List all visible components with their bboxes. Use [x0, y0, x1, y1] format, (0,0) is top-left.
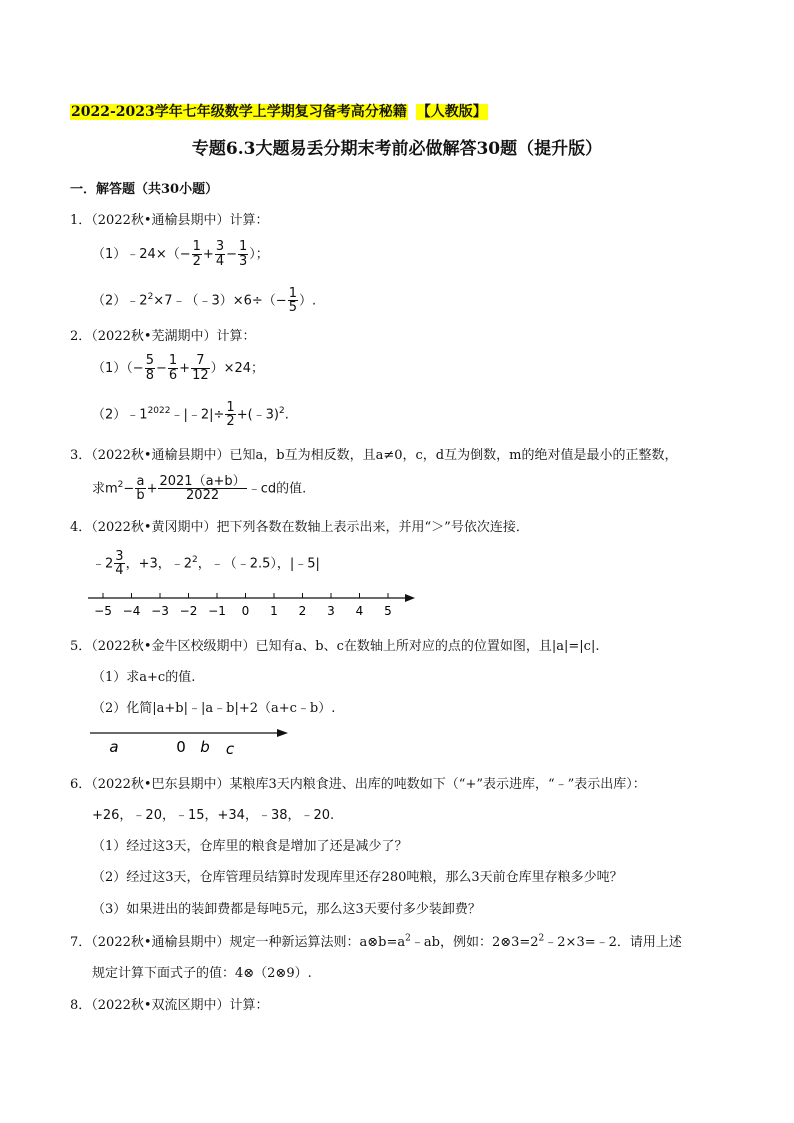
q4-tick-label: 2 — [298, 604, 307, 618]
q2-p2-b: ﹣|﹣2|÷ — [170, 407, 225, 423]
q2-frac1-den: 8 — [145, 368, 154, 383]
q1-p2-exp: 2 — [147, 292, 154, 302]
q4-tick-label: −1 — [208, 604, 226, 618]
q2-frac3-den: 12 — [192, 368, 209, 383]
q2-frac4-den: 2 — [226, 414, 235, 430]
q4-tick-label: −5 — [94, 604, 112, 618]
q1-frac4-num: 1 — [288, 285, 297, 301]
q4-nums-post: ，+3，﹣2 — [125, 556, 192, 572]
q1-frac1-num: 1 — [192, 239, 201, 255]
q1-p1-pre: ﹣24×（ — [126, 247, 180, 262]
q1-frac4-den: 5 — [288, 300, 297, 316]
q4-tick-label: −2 — [179, 604, 198, 618]
q3-frac2-num: 2021（a+b） — [159, 473, 246, 489]
series-banner — [70, 101, 488, 121]
q2-p1-post: ）×24； — [210, 361, 265, 376]
q7-line1-mid: ﹣ab，例如：2⊗3=2 — [410, 935, 539, 950]
q1-frac1 — [192, 240, 202, 268]
q1-frac2-num: 3 — [215, 239, 225, 255]
q1-frac1-den: 2 — [192, 254, 201, 269]
q1-frac2 — [215, 240, 225, 268]
q1-p2-label: （2） — [92, 293, 127, 309]
q6-data: +26，﹣20，﹣15，+34，﹣38，﹣20. — [92, 808, 335, 823]
q2-frac3 — [191, 354, 210, 382]
q4-tick-label: 1 — [270, 604, 278, 618]
q1-part1: （1）﹣24×（− $\frac{1}{2}$ + $\frac{3}{4}$ − $\frac{1}{3}$ ）； — [92, 239, 269, 269]
q2-frac3-num: 7 — [191, 354, 210, 369]
q5-number-line — [88, 722, 293, 758]
q1-frac4 — [288, 287, 298, 315]
q3-line2-exp: 2 — [117, 480, 124, 490]
q5-label-zero: 0 — [176, 738, 186, 756]
q7-line1-exp2: 2 — [538, 933, 545, 944]
q5-label-c: c — [225, 740, 235, 758]
q4-nums-exp: 2 — [192, 555, 198, 565]
edition-label: 【人教版】 — [416, 104, 487, 120]
q2-frac2-num: 1 — [168, 353, 178, 369]
q4-stem: 4．（2022秋•黄冈期中）把下列各数在数轴上表示出来，并用“＞”号依次连接． — [70, 520, 529, 535]
q6-part3: （3）如果进出的装卸费都是每吨5元，那么这3天要付多少装卸费？ — [92, 902, 481, 917]
q5-part1: （1）求a+c的值. — [92, 670, 196, 685]
q5-label-b: b — [200, 738, 210, 756]
q4-number-line — [85, 585, 420, 621]
q4-frac-num: 3 — [115, 548, 124, 564]
q5-axis-arrow — [277, 729, 288, 737]
q2-frac2-den: 6 — [168, 368, 178, 383]
q4-tick-label: −4 — [122, 604, 141, 618]
q1-frac3-num: 1 — [239, 239, 248, 255]
q4-nums-pre: ﹣2 — [92, 556, 114, 572]
q2-frac2 — [168, 354, 178, 382]
section-heading: 一．解答题（共30小题） — [70, 182, 219, 197]
q3-frac2-den: 2022 — [186, 488, 220, 504]
q6-part1: （1）经过这3天，仓库里的粮食是增加了还是减少了？ — [92, 839, 408, 854]
q4-tick-label: 5 — [384, 604, 392, 618]
q3-line2-pre: 求m — [92, 481, 118, 497]
q2-p2-exp2: 2 — [279, 406, 285, 416]
q4-frac-den: 4 — [115, 563, 124, 579]
q4-nums-tail: ，﹣（﹣2.5），|﹣5| — [197, 556, 320, 572]
q2-p1-label: （1） — [92, 361, 127, 376]
q1-p1-post: ）； — [249, 247, 269, 262]
q4-axis-arrow — [405, 594, 415, 602]
q1-stem: 1．（2022秋•通榆县期中）计算： — [70, 213, 269, 228]
q3-frac1-num: a — [136, 473, 145, 489]
q4-numbers — [92, 545, 320, 579]
q1-p1-label: （1） — [92, 247, 127, 262]
q1-p2-b: ×7﹣（﹣3）×6÷（ — [153, 293, 276, 309]
q1-frac3 — [238, 240, 248, 268]
q1-part2: $(2)﹣2^2\times 7﹣(﹣3)\times 6\div(-$ $\frac{1}{5}$ ）. — [92, 285, 317, 316]
q2-part1: （1）（− $\frac{5}{8}$ − $\frac{1}{6}$ + $\frac{7}{12}$ ）×24； — [92, 353, 265, 383]
q4-frac — [114, 550, 124, 578]
q4-tick-label: 4 — [355, 604, 364, 618]
q6-stem: 6．（2022秋•巴东县期中）某粮库3天内粮食进、出库的吨数如下（“+”表示进库，“﹣”表示出库）： — [70, 777, 646, 792]
q4-tick-label: 0 — [241, 604, 250, 618]
q2-p2-label: （2） — [92, 407, 127, 423]
q4-tick-label: −3 — [151, 604, 169, 618]
q1-p2-post: ）. — [298, 293, 317, 309]
q3-frac1 — [135, 475, 145, 503]
q2-frac1 — [145, 354, 155, 382]
q4-ticks — [94, 593, 392, 618]
q3-line1: 3．（2022秋•通榆县期中）已知a，b互为相反数，且a≠0，c，d互为倒数，m的绝对值是最小的正整数， — [70, 448, 678, 463]
q7-line1-post: ﹣2×3=﹣2．请用上述 — [544, 935, 682, 950]
q1-frac3-den: 3 — [239, 254, 248, 269]
q2-p2-post: . — [284, 407, 289, 423]
q7-line1 — [70, 931, 682, 950]
q7-line1-pre: 7．（2022秋•通榆县期中）规定一种新运算法则：a⊗b=a — [70, 935, 406, 950]
q5-label-a: a — [109, 738, 119, 756]
q1-p2-a: ﹣2 — [126, 293, 148, 309]
q2-stem: 2．（2022秋•芜湖期中）计算： — [70, 329, 256, 344]
q2-part2 — [92, 396, 289, 430]
q1-frac2-den: 4 — [215, 254, 225, 269]
page-title: 专题6.3大题易丢分期末考前必做解答30题（提升版） — [191, 139, 603, 159]
q8-stem: 8．（2022秋•双流区期中）计算： — [70, 998, 269, 1013]
q3-line2-post: ﹣cd的值. — [247, 481, 307, 497]
q7-line2: 规定计算下面式子的值：4⊗（2⊗9）. — [92, 966, 312, 981]
q2-frac4 — [225, 401, 235, 429]
q5-stem: 5．（2022秋•金牛区校级期中）已知有a、b、c在数轴上所对应的点的位置如图，且|a|=|c|. — [70, 639, 600, 654]
q6-part2: （2）经过这3天，仓库管理员结算时发现库里还存280吨粮，那么3天前仓库里存粮多少吨？ — [92, 870, 623, 885]
q3-line2: 求$m^2-$ $\frac{a}{b}$ + $\frac{2021(a+b)}{2022}$ ﹣cd的值. — [92, 473, 307, 504]
q2-frac1-num: 5 — [145, 353, 154, 369]
q3-frac2 — [158, 475, 246, 503]
q3-frac1-den: b — [136, 488, 145, 504]
q2-frac4-num: 1 — [226, 399, 235, 415]
q2-p2-exp: 2022 — [147, 406, 171, 416]
series-title: 2022-2023学年七年级数学上学期复习备考高分秘籍 — [71, 104, 407, 120]
q2-p2-a: ﹣1 — [126, 407, 148, 423]
q4-tick-label: 3 — [327, 604, 335, 618]
q5-part2: （2）化简|a+b|﹣|a﹣b|+2（a+c﹣b）. — [92, 701, 336, 716]
q7-line1-exp: 2 — [405, 933, 411, 944]
q2-p2-c: +(﹣3) — [236, 407, 279, 423]
